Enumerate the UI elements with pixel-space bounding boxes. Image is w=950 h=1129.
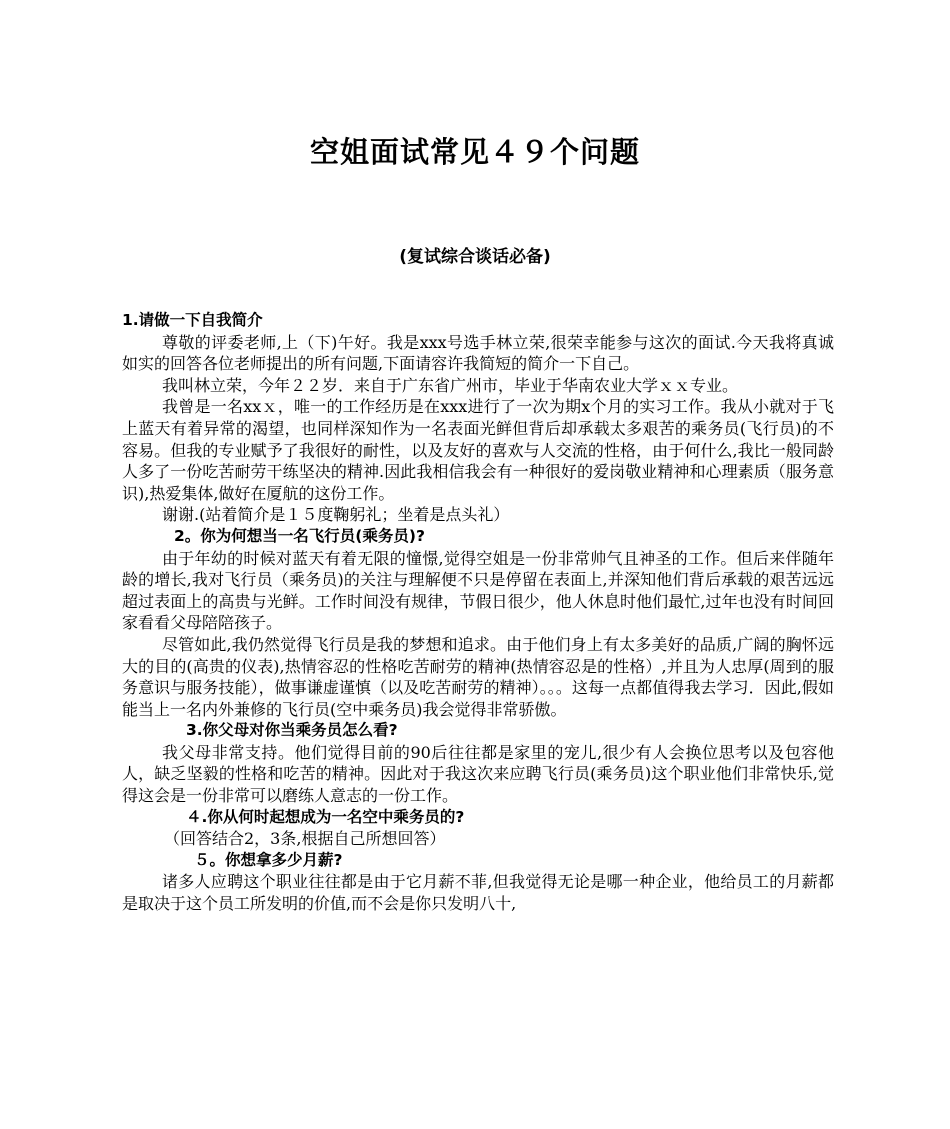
paragraph: 尽管如此,我仍然觉得飞行员是我的梦想和追求。由于他们身上有太多美好的品质,广阔的胸怀远大的目的(高贵的仪表),热情容忍的性格吃苦耐劳的精神(热情容忍是的性格）,并且为人忠厚(周到的服务意识与服务技能），做事谦虚谨慎（以及吃苦耐劳的精神）。。。这每一点都值得我去学习．因此,假如能当上一名内外兼修的飞行员(空中乘务员)我会觉得非常骄傲。 bbox=[122, 634, 834, 719]
section-q5 bbox=[122, 850, 834, 915]
question-heading: ５。你想拿多少月薪? bbox=[194, 850, 343, 869]
note: （回答结合2，3条,根据自己所想回答） bbox=[164, 829, 446, 849]
paragraph: 我叫林立荣，今年２２岁．来自于广东省广州市，毕业于华南农业大学ｘｘ专业。 bbox=[162, 375, 739, 395]
section-q2 bbox=[122, 526, 834, 720]
paragraph: 由于年幼的时候对蓝天有着无限的憧憬,觉得空姐是一份非常帅气且神圣的工作。但后来伴随年龄的增长,我对飞行员（乘务员)的关注与理解便不只是停留在表面上,并深知他们背后承载的艰苦远远超过表面上的高贵与光鲜。工作时间没有规律，节假日很少，他人休息时他们最忙,过年也没有时间回家看看父母陪陪孩子。 bbox=[122, 548, 834, 633]
section-q3 bbox=[122, 720, 834, 806]
section-q1 bbox=[122, 310, 834, 526]
paragraph: 诸多人应聘这个职业往往都是由于它月薪不菲,但我觉得无论是哪一种企业，他给员工的月薪都是取决于这个员工所发明的价值,而不会是你只发明八十, bbox=[122, 872, 834, 914]
paragraph: 尊敬的评委老师,上（下)午好。我是xxx号选手林立荣,很荣幸能参与这次的面试.今天我将真诚如实的回答各位老师提出的所有问题,下面请容许我简短的简介一下自己。 bbox=[122, 332, 834, 374]
question-heading: 2。你为何想当一名飞行员(乘务员)? bbox=[174, 526, 425, 545]
question-heading: 3.你父母对你当乘务员怎么看? bbox=[186, 721, 398, 740]
section-q4 bbox=[122, 807, 834, 850]
paragraph: 谢谢.(站着简介是１５度鞠躬礼；坐着是点头礼） bbox=[162, 505, 510, 525]
document-body bbox=[122, 310, 834, 915]
question-heading: ４.你从何时起想成为一名空中乘务员的? bbox=[186, 807, 465, 826]
question-heading: 1.请做一下自我简介 bbox=[122, 311, 263, 329]
paragraph: 我父母非常支持。他们觉得目前的90后往往都是家里的宠儿,很少有人会换位思考以及包容他人，缺乏坚毅的性格和吃苦的精神。因此对于我这次来应聘飞行员(乘务员)这个职业他们非常快乐,觉得这会是一份非常可以磨练人意志的一份工作。 bbox=[122, 742, 834, 806]
document-title: 空姐面试常见４９个问题 bbox=[309, 135, 640, 169]
paragraph: 我曾是一名xxｘ，唯一的工作经历是在xxx进行了一次为期x个月的实习工作。我从小就对于飞上蓝天有着异常的渴望，也同样深知作为一名表面光鲜但背后却承载太多艰苦的乘务员(飞行员)的不容易。但我的专业赋予了我很好的耐性，以及友好的喜欢与人交流的性格，由于何什么,我比一般同龄人多了一份吃苦耐劳干练坚决的精神.因此我相信我会有一种很好的爱岗敬业精神和心理素质（服务意识),热爱集体,做好在厦航的这份工作。 bbox=[122, 397, 834, 503]
document-subtitle: (复试综合谈话必备) bbox=[399, 247, 551, 267]
